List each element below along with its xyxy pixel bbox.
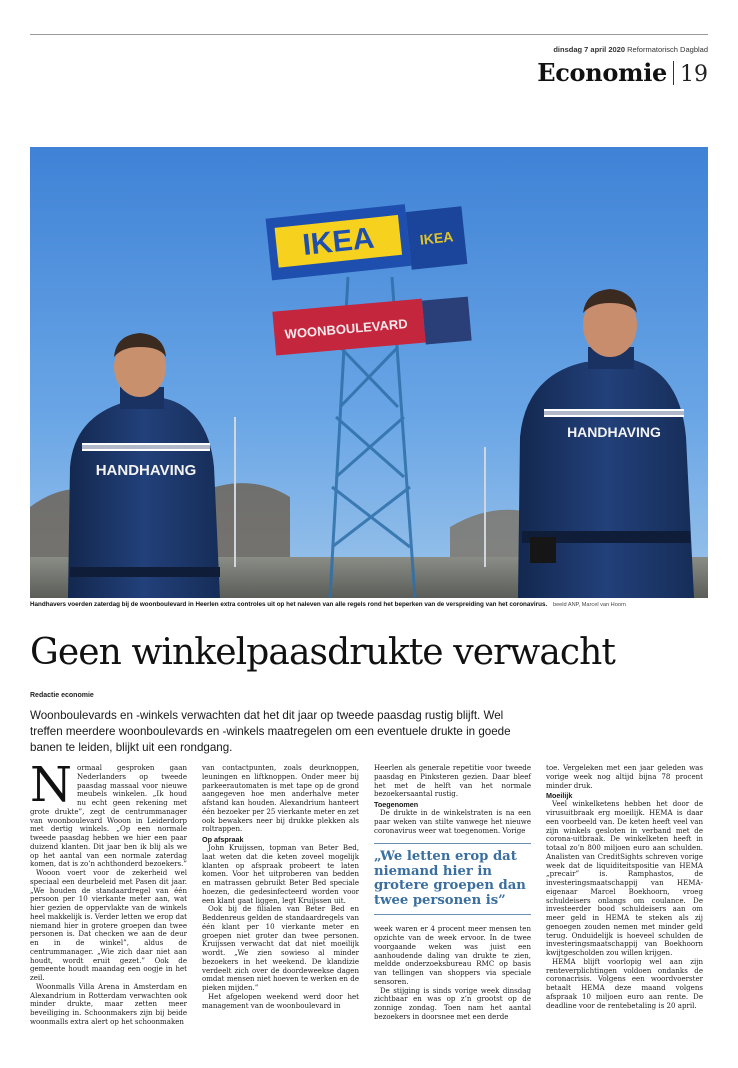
photo-caption [30,601,708,608]
paragraph: Ook bij de filialen van Beter Bed en Beddenreus gelden de standaardregels van één klant per 10 vierkante meter en groepen niet groter dan twee personen. Kruijssen verwacht dat dat niet moeilijk wordt. „We zien sowieso al minder bezoekers in het weekend. De klandizie verdeelt zich over de doordeweekse dagen omdat mensen niet hoeven te werken en de pieken mijden.” [202,904,359,992]
section-divider [673,61,674,85]
article-lead: Woonboulevards en -winkels verwachten dat het dit jaar op tweede paasdag rustig blijft. Wel treffen meerdere woonboulevards en -winkels maatregelen om een eventuele drukte in goede banen te leiden, blijkt uit een rondgang. [30,709,511,754]
woonboulevard-sign-text: WOONBOULEVARD [284,315,409,342]
paragraph: HEMA blijft voorlopig wel aan zijn renteverplichtingen voldoen ondanks de coronacrisis. Volgens een woordvoerster betaalt HEMA deze maand volgens afspraak 10 miljoen euro aan rente. De deadline voor de rentebetaling is 20 april. [546,956,703,1010]
caption-text: Handhavers voerden zaterdag bij de woonboulevard in Heerlen extra controles uit op het naleven van alle regels rond het beperken van de verspreiding van het coronavirus. [30,601,548,608]
subheading-moeilijk: Moeilijk [546,791,573,801]
paragraph: ormaal gesproken gaan Nederlanders op tweede paasdag massaal voor nieuwe meubels winkelen. „Ik houd nu echt geen rekening met grote drukte”, zegt de centrummanager van woonboulevard Wooon in Leiderdorp met dertig winkels. „Op een normale tweede paasdag hebben we hier een paar duizend klanten. Dit jaar ben ik blij als we op het aantal van een normale zaterdag komen, dat is zo’n achthonderd bezoekers.” [30,763,187,869]
top-rule [30,34,708,35]
paragraph: van contactpunten, zoals deurknoppen, leuningen en liftknoppen. Onder meer bij parkeerautomaten is met tape op de grond aangegeven hoe men anderhalve meter afstand kan houden. Alexandrium hanteert één bezoeker per 25 vierkante meter en zet ook bewakers neer bij drukke plekken als roltrappen. [202,763,359,834]
paragraph: Het afgelopen weekend werd door het management van de woonboulevard in [202,991,359,1010]
article-body [30,757,708,1064]
subheading-toegenomen: Toegenomen [374,800,419,809]
paragraph: toe. Vergeleken met een jaar geleden was vorige week nog altijd bijna 78 procent minder druk. [546,763,703,790]
vest-label-left: HANDHAVING [95,462,197,479]
pull-quote: „We letten erop dat niemand hier in grotere groepen dan twee personen is” [374,843,531,915]
section-name: Economie [537,58,667,87]
issue-date: dinsdag 7 april 2020 [553,45,626,54]
byline: Redactie economie [30,692,94,699]
vest-label-right: HANDHAVING [567,424,661,440]
drop-cap: N [30,757,72,813]
ikea-side-sign-text: IKEA [419,228,454,248]
column-4 [546,764,703,1010]
paragraph: De drukte in de winkelstraten is na een paar weken van stilte vanwege het nieuwe coronavirus weer wat toegenomen. Vorige [374,808,531,835]
column-2 [202,764,359,1010]
publication-name: Reformatorisch Dagblad [627,45,708,54]
article-headline: Geen winkelpaasdrukte verwacht [30,632,616,673]
paragraph: Heerlen als generale repetitie voor tweede paasdag en Pinksteren gezien. Daar bleef het met de helft van het normale bezoekersaantal rustig. [374,763,531,799]
photo-credit: beeld ANP, Marcel van Hoorn [552,602,626,608]
column-1 [30,757,187,1027]
paragraph: Veel winkelketens hebben het door de virusuitbraak erg moeilijk. HEMA is daar een voorbeeld van. De keten heeft veel van zijn winkels gesloten in verband met de corona-uitbraak. De winkelketen heeft in totaal zo’n 800 miljoen euro aan schulden. Analisten van CreditSights schreven vorige week dat de liquiditeitspositie van HEMA „precair” is. Ramphastos, de investeringsmaatschappij van HEMA-eigenaar Marcel Boekhoorn, vroeg schuldeisers onlangs om coulance. De investeerder bood schuldeisers aan om meer geld in HEMA te steken als zij genoegen zouden nemen met minder geld terug. Onduidelijk is hoeveel schulden de investeringsmaatschappij van Boekhoorn kwijtgescholden zou willen krijgen. [546,799,703,957]
paragraph: John Kruijssen, topman van Beter Bed, laat weten dat die keten zoveel mogelijk klanten op afspraak probeert te laten komen. Voor het uitproberen van bedden en matrassen gebruikt Beter Bed speciale hoezen, die gedesinfecteerd worden voor een klant gaat liggen, legt Kruijssen uit. [202,843,359,905]
subheading-op-afspraak: Op afspraak [202,835,244,844]
column-3 [374,764,531,1022]
section-header [537,58,708,87]
paragraph: week waren er 4 procent meer mensen ten opzichte van de week ervoor. In de twee voorgaande weken was juist een aanhoudende daling van drukte te zien, meldde onderzoeksbureau RMC op basis van tellingen van shoppers via speciale sensoren. [374,924,531,986]
dateline [553,45,708,54]
article-photo [30,147,708,598]
paragraph: De stijging is sinds vorige week dinsdag zichtbaar en was op z’n grootst op de zonnige zondag. Toen nam het aantal bezoekers in doorsnee met een derde [374,985,531,1021]
paragraph: Woonmalls Villa Arena in Amsterdam en Alexandrium in Rotterdam verwachten ook minder drukte, maar zetten meer beveiliging in. Schoonmakers zijn bij beide woonmalls extra alert op het schoonmaken [30,981,187,1026]
page-number: 19 [680,62,708,87]
ikea-sign-text: IKEA [301,221,376,262]
paragraph: Wooon voert voor de zekerheid wel speciaal een deurbeleid met Pasen dit jaar. „We houden de standaardregel van één persoon per 10 vierkante meter aan, wat hier gezien de oppervlakte van de winkels heel makkelijk is. Verder letten we erop dat niemand hier in grotere groepen dan twee personen is. Dat checken we aan de deur en in de winkel”, aldus de centrummanager. „Wie zich daar niet aan houdt, wordt eruit gezet.” Ook de gemeente houdt maandag een oogje in het zeil. [30,868,187,982]
